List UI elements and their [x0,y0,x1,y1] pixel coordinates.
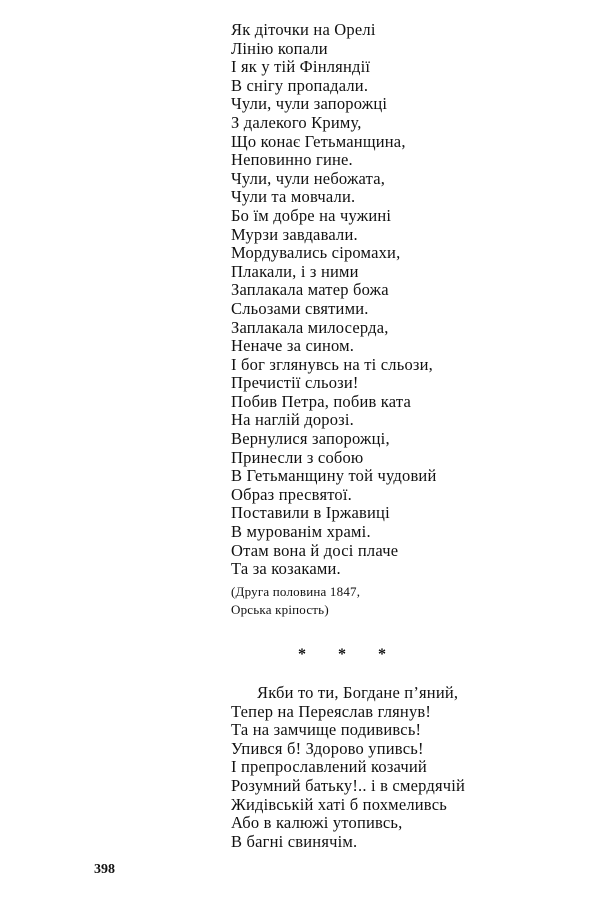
poem-line: Упився б! Здорово упивсь! [231,738,424,758]
poem-line: Неначе за сином. [231,336,355,356]
poem-line: В Гетьманщину той чудовий [231,466,437,486]
poem-line: Заплакала милосерда, [231,317,389,337]
poem-line: Сльозами святими. [231,298,369,318]
poem-line: Як діточки на Орелі [231,20,376,39]
poem-line: Принесли з собою [231,447,364,467]
poem-line: Та на замчище подививсь! [231,720,422,740]
poem-line: Мордувались сіромахи, [231,243,401,263]
poem-line: Чули, чули небожата, [231,168,386,188]
poem-line: На наглій дорозі. [231,410,354,430]
poem-line: Вернулися запорожці, [231,429,390,449]
date-note [231,583,360,618]
poem-line: В снігу пропадали. [231,75,369,95]
poem-line: Лінію копали [231,38,328,58]
poem-line: І бог зглянувсь на ті сльози, [231,354,433,374]
poem-line: Розумний батьку!.. і в смердячій [231,775,466,795]
poem-line: Бо їм добре на чужині [231,205,392,225]
section-separator: * * * [298,646,400,663]
poem-line: Та за козаками. [231,559,341,579]
poem-line: Образ пресвятої. [231,484,352,504]
poem-line: Чули, чули запорожці [231,94,388,114]
poem-line: Тепер на Переяслав глянув! [231,701,432,721]
poem-line: Побив Петра, побив ката [231,391,412,411]
date-note-line: Орська кріпость) [231,601,329,617]
poem-line: Жидівській хаті б похмеливсь [231,794,447,814]
poem-line: В мурованім храмі. [231,522,371,542]
poem-line: Пречистії сльози! [231,373,359,393]
poem-line: Заплакала матер божа [231,280,389,300]
poem-line: Якби то ти, Богдане п’яний, [257,683,459,702]
poem-line: Отам вона й досі плаче [231,540,399,560]
poem-line: З далекого Криму, [231,112,362,132]
poem-text [231,684,465,851]
poem-line: Що конає Гетьманщина, [231,131,406,151]
poem-line: Чули та мовчали. [231,187,356,207]
date-note-line: (Друга половина 1847, [231,584,361,599]
poem-line: Неповинно гине. [231,150,353,170]
page-number: 398 [94,862,115,877]
poem-line: Поставили в Іржавиці [231,503,390,523]
poem-line: І як у тій Фінляндії [231,57,371,77]
poem-line: І препрославлений козачий [231,757,427,777]
poem-line: В багні свинячім. [231,831,358,851]
poem-text [231,21,437,579]
poem-line: Або в калюжі утопивсь, [231,813,403,833]
poem-line: Плакали, і з ними [231,261,359,281]
poem-line: Мурзи завдавали. [231,224,358,244]
